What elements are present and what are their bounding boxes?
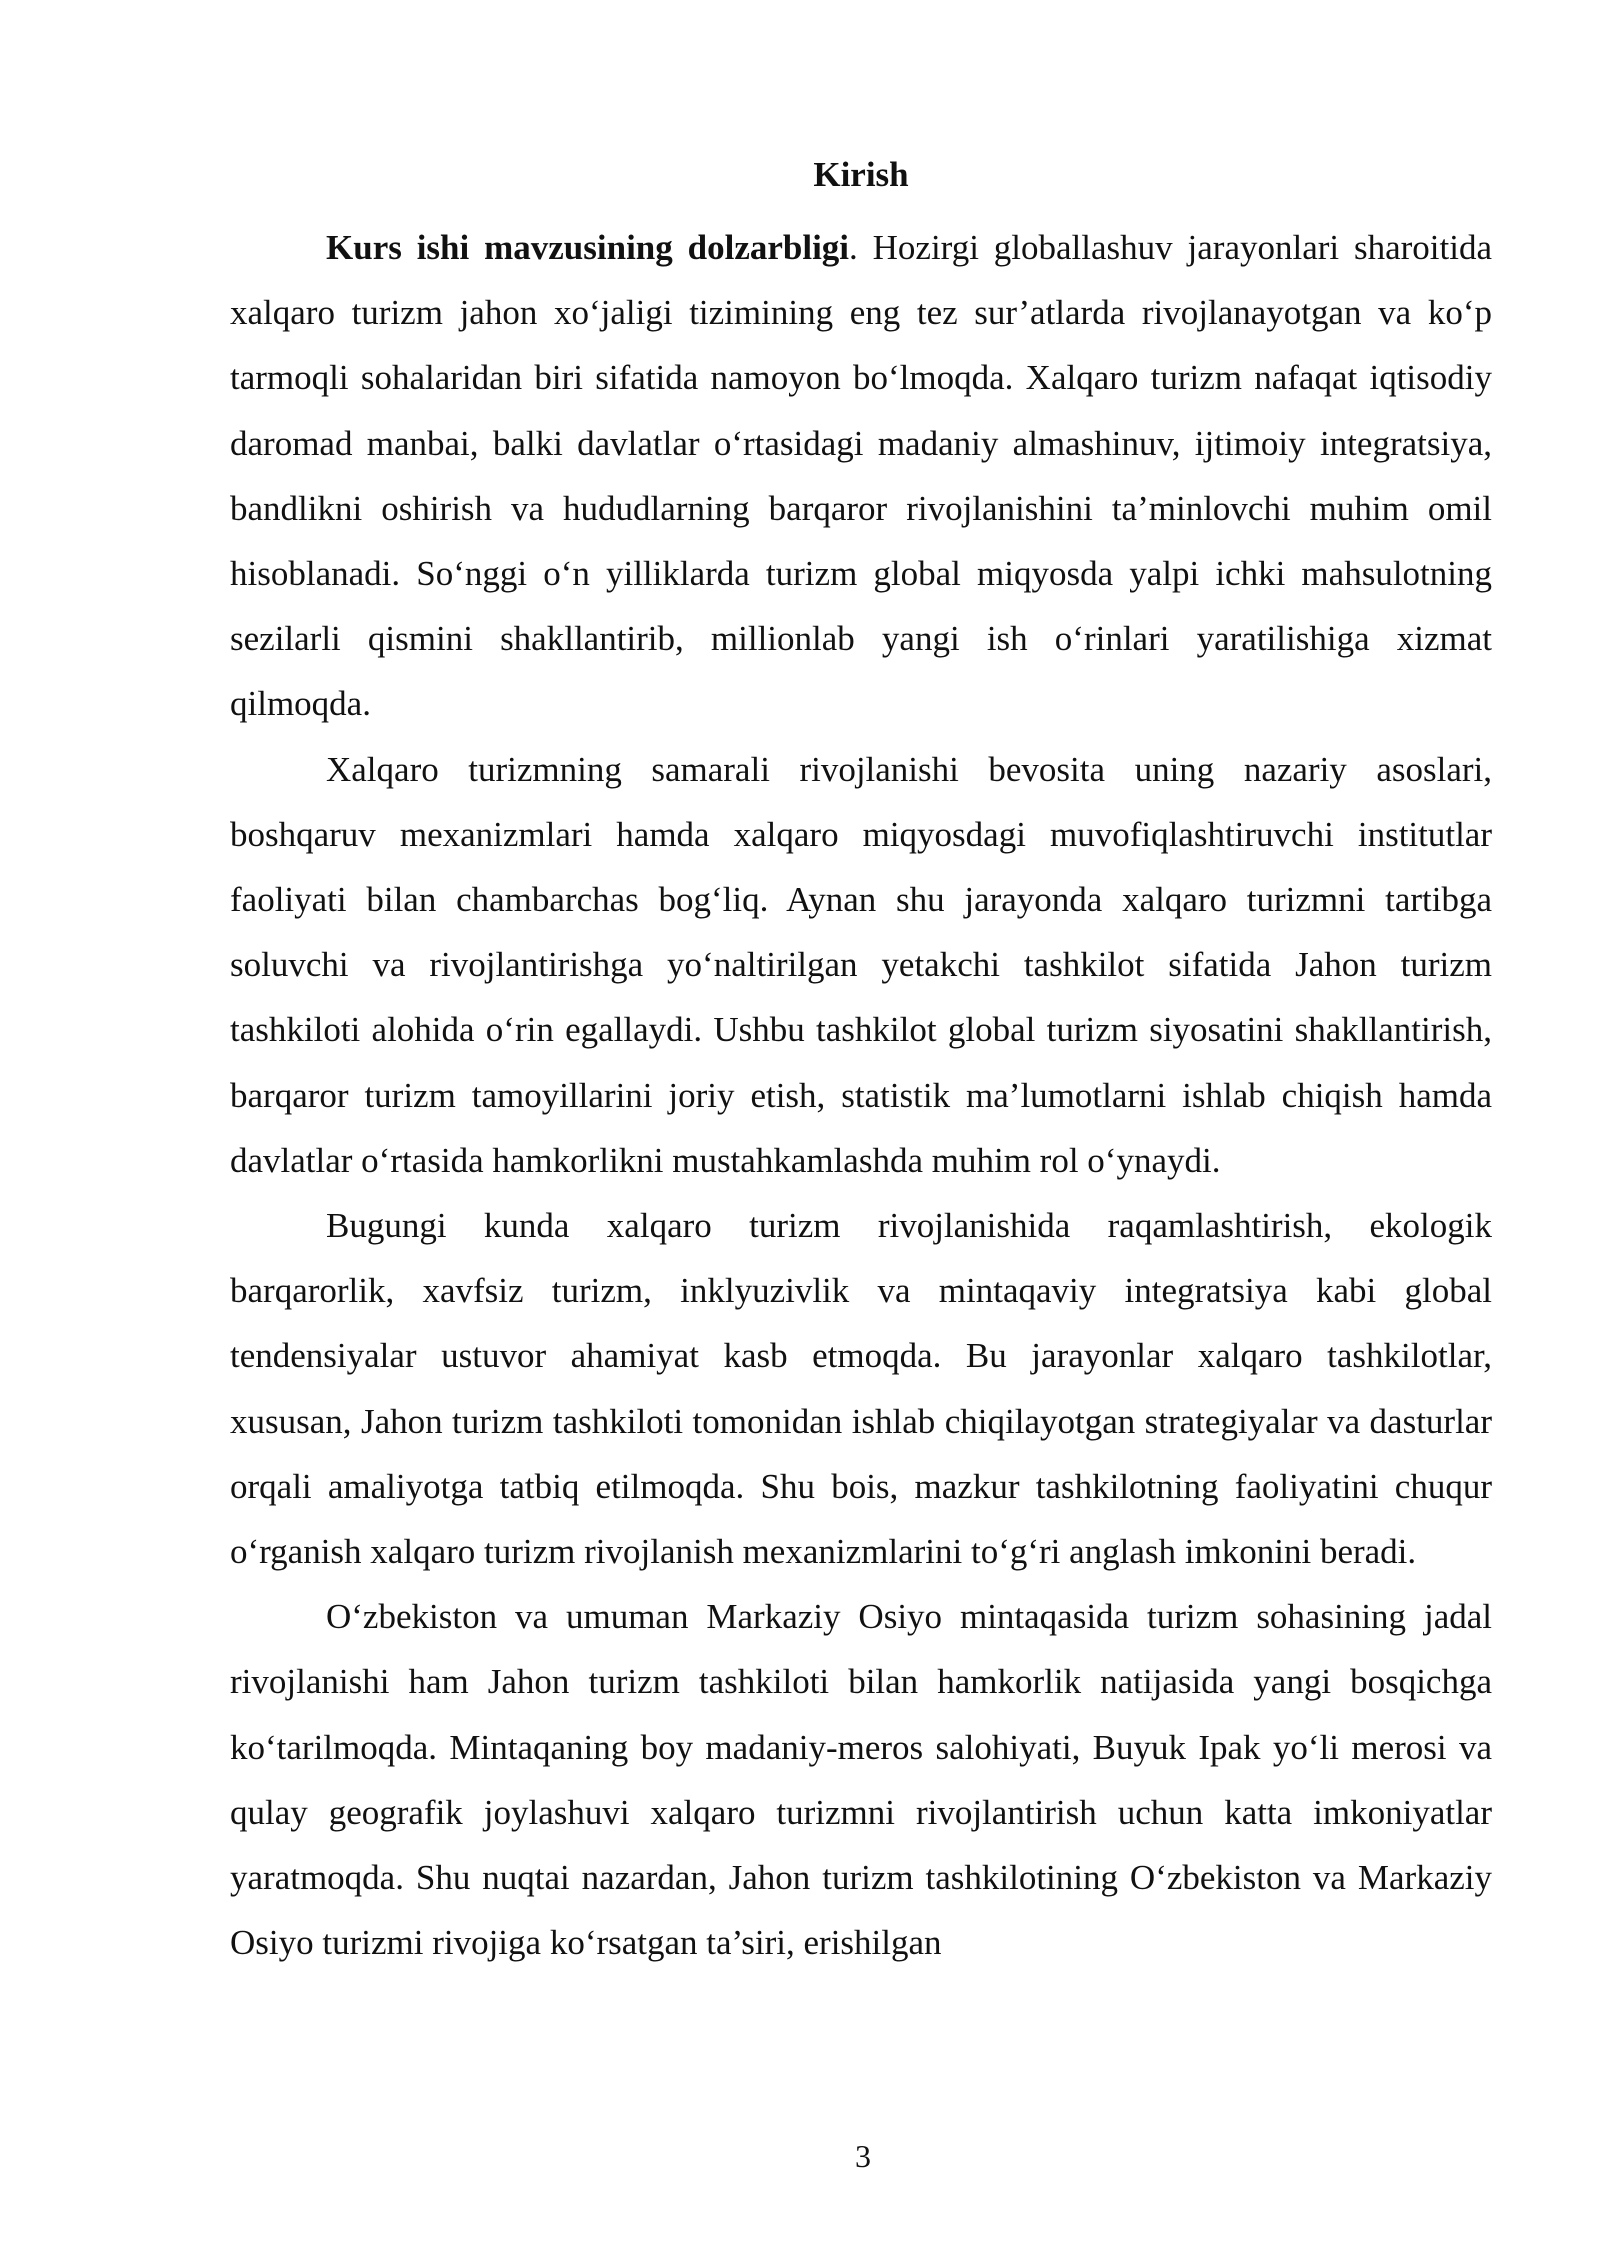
paragraph-1 xyxy=(230,215,1492,737)
paragraph-lead: Kurs ishi mavzusining dolzarbligi xyxy=(326,228,850,267)
page-number: 3 xyxy=(855,2138,871,2174)
paragraph-4: O‘zbekiston va umuman Markaziy Osiyo mintaqasida turizm sohasining jadal rivojlanishi ham Jahon turizm tashkiloti bilan hamkorlik natijasida yangi bosqichga ko‘tarilmoqda. Mintaqaning boy madaniy-meros salohiyati, Buyuk Ipak yo‘li merosi va qulay geografik joylashuvi xalqaro turizmni rivojlantirish uchun katta imkoniyatlar yaratmoqda. Shu nuqtai nazardan, Jahon turizm tashkilotining O‘zbekiston va Markaziy Osiyo turizmi rivojiga ko‘rsatgan ta’siri, erishilgan xyxy=(230,1597,1492,1963)
page-content xyxy=(230,150,1492,1975)
paragraph-1-text: . Hozirgi globallashuv jarayonlari sharoitida xalqaro turizm jahon xo‘jaligi tizimining eng tez sur’atlarda rivojlanayotgan va ko‘p tarmoqli sohalaridan biri sifatida namoyon bo‘lmoqda. Xalqaro turizm nafaqat iqtisodiy daromad manbai, balki davlatlar o‘rtasidagi madaniy almashinuv, ijtimoiy integratsiya, bandlikni oshirish va hududlarning barqaror rivojlanishini ta’minlovchi muhim omil hisoblanadi. So‘nggi o‘n yilliklarda turizm global miqyosda yalpi ichki mahsulotning sezilarli qismini shakllantirib, millionlab yangi ish o‘rinlari yaratilishiga xizmat qilmoqda. xyxy=(230,228,1492,724)
paragraph-3: Bugungi kunda xalqaro turizm rivojlanishida raqamlashtirish, ekologik barqarorlik, xavfsiz turizm, inklyuzivlik va mintaqaviy integratsiya kabi global tendensiyalar ustuvor ahamiyat kasb etmoqda. Bu jarayonlar xalqaro tashkilotlar, xususan, Jahon turizm tashkiloti tomonidan ishlab chiqilayotgan strategiyalar va dasturlar orqali amaliyotga tatbiq etilmoqda. Shu bois, mazkur tashkilotning faoliyatini chuqur o‘rganish xalqaro turizm rivojlanish mexanizmlarini to‘g‘ri anglash imkonini beradi. xyxy=(230,1206,1492,1572)
paragraph-2: Xalqaro turizmning samarali rivojlanishi bevosita uning nazariy asoslari, boshqaruv mexanizmlari hamda xalqaro miqyosdagi muvofiqlashtiruvchi institutlar faoliyati bilan chambarchas bog‘liq. Aynan shu jarayonda xalqaro turizmni tartibga soluvchi va rivojlantirishga yo‘naltirilgan yetakchi tashkilot sifatida Jahon turizm tashkiloti alohida o‘rin egallaydi. Ushbu tashkilot global turizm siyosatini shakllantirish, barqaror turizm tamoyillarini joriy etish, statistik ma’lumotlarni ishlab chiqish hamda davlatlar o‘rtasida hamkorlikni mustahkamlashda muhim rol o‘ynaydi. xyxy=(230,749,1492,1180)
section-title: Kirish xyxy=(813,155,909,194)
